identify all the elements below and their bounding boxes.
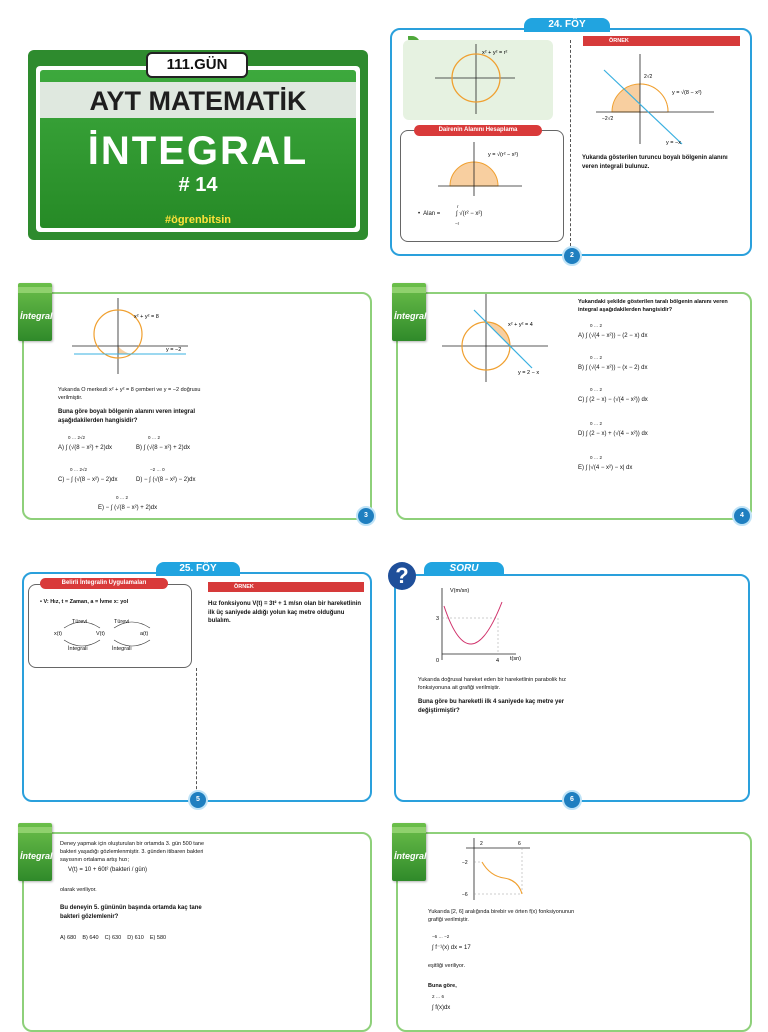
example-tick-m2r2: −2√2 [602,116,614,122]
q3-graph [70,296,190,376]
q3-option-e-limits: 0 … 2 [116,495,129,500]
q4-option-e: E) ∫ |√(4 − x²) − x| dx [578,465,633,471]
q3-option-a: A) ∫ (√(8 − x²) + 2)dx [58,445,112,451]
inv-tick-m2: −2 [462,860,468,866]
cover-board [28,50,368,240]
v-label: V(t) [96,631,105,637]
bacteria-options: A) 680 B) 640 C) 630 D) 610 E) 580 [60,935,167,941]
q3-circle-eq: x² + y² = 8 [134,314,159,320]
section-area-header: Dairenin Alanını Hesaplama [414,125,542,136]
origin-label: 0 [436,658,440,664]
inv-tick-m6: −6 [462,892,468,898]
q4-option-b: B) ∫ (√(4 − x²)) − (x − 2) dx [578,365,648,371]
inverse-integral-limits: −6 … −2 [432,934,450,939]
book-icon-bacteria: İntegral [18,823,52,881]
q3-option-d: D) − ∫ (√(8 − x²) − 2)dx [136,477,196,483]
inverse-buna: Buna göre, [428,983,457,989]
a-label: a(t) [140,631,149,637]
area-lim-low: −r [455,221,460,226]
tab-foy25: 25. FÖY [156,562,240,576]
soru-question-icon: ? [388,562,416,590]
q4-option-a: A) ∫ (√(4 − x²)) − (2 − x) dx [578,333,648,339]
applications-def: • V: Hız, t = Zaman, a = İvme x: yol [40,599,129,605]
section-applications-header: Belirli İntegralin Uygulamaları [40,578,168,589]
dash-divider-2 [196,668,197,794]
q4-limits-c: 0 … 2 [590,387,603,392]
q3-option-d-limits: −2 … 0 [150,467,165,472]
speed-question: Hız fonksiyonu V(t) = 3t² + 1 m/sn olan bir hareketlinin ilk üç saniyede aldığı yolun kaç metre olduğunu bulalım. [208,601,362,624]
book-icon-inverse: İntegral [392,823,426,881]
area-lim-up: r [457,204,459,209]
q4-line-eq: y = 2 − x [518,370,540,376]
q4-circle-eq: x² + y² = 4 [508,322,533,328]
v-axis-label: V(m/sn) [450,588,470,594]
integrali-label-1: İntegrali [68,646,88,652]
inverse-text2: eşitliği veriliyor. [428,963,465,969]
tab-soru: SORU [424,562,504,576]
q3-question: Buna göre boyalı bölgenin alanını veren integral aşağıdakilerden hangisidir? [58,409,196,424]
turevi-label-1: Türevi [72,619,88,625]
q4-limits-a: 0 … 2 [590,323,603,328]
cover-number: # 14 [178,174,218,196]
inv-tick-2: 2 [480,841,483,847]
x-label: x(t) [54,631,62,637]
page-number-2: 2 [562,246,582,266]
q3-option-c-limits: 0 … 2√2 [70,467,87,472]
page-number-6: 6 [562,790,582,810]
area-label: Alan = [423,211,441,217]
semicircle-eq-label: y = √(r² − x²) [488,152,519,158]
inverse-integral2: ∫ f(x)dx [432,1005,451,1011]
bacteria-text2: olarak veriliyor. [60,887,97,893]
card-inverse [396,832,752,1032]
page-number-3: 3 [356,506,376,526]
q3-line-eq: y = −2 [166,347,182,353]
inverse-integral2-limits: 2 … 6 [432,994,445,999]
semicircle-graph [432,138,542,200]
cover-hashtag: #ögrenbitsin [164,214,231,226]
ornek-banner-2: ÖRNEK [208,582,364,592]
q4-question: Yukarıdaki şekilde gösterilen taralı bölgenin alanını veren integral aşağıdakilerden hangisidir? [578,299,728,313]
example-graph [592,48,722,148]
dash-divider-1 [570,40,571,246]
q4-limits-b: 0 … 2 [590,355,603,360]
area-integral: ∫ √(r² − x²) [455,211,483,217]
inverse-graph [452,836,532,902]
q3-option-b: B) ∫ (√(8 − x²) + 2)dx [136,445,190,451]
inv-tick-6: 6 [518,841,521,847]
area-formula: • Alan = ∫ √(r² − x²) [418,211,483,217]
tab-foy24: 24. FÖY [524,18,610,32]
circle-eq-label: x² + y² = r² [482,50,508,56]
page-number-5: 5 [188,790,208,810]
soru-text: Yukarıda doğrusal hareket eden bir hareketlinin parabolik hız fonksiyonuna ait grafiği verilmiştir. [418,677,566,691]
example-question: Yukarıda gösterilen turuncu boyalı bölgenin alanını veren integrali bulunuz. [582,155,728,170]
bacteria-question: Bu deneyin 5. gününün başında ortamda kaç tane bakteri gözlemlenir? [60,905,202,920]
bacteria-text: Deney yapmak için oluşturulan bir ortamda 3. gün 500 tane bakteri yaşadığı gözlemlenmiştir. 3. günden itibaren bakteri sayısının ortalama artış hızı; [60,841,205,863]
book-icon-q4: İntegral [392,283,426,341]
integrali-label-2: İntegrali [112,646,132,652]
q3-option-a-limits: 0 … 2√2 [68,435,85,440]
cover-topic: İNTEGRAL [87,129,309,173]
bacteria-formula: V(t) = 10 + 60t² (bakteri / gün) [68,867,148,873]
y-tick-3: 3 [436,616,440,622]
inverse-integral: ∫ f⁻¹(x) dx = 17 [432,945,471,951]
t-axis-label: t(sn) [510,656,521,662]
q4-option-c: C) ∫ (2 − x) − (√(4 − x²)) dx [578,397,648,403]
soru-question: Buna göre bu hareketli ilk 4 saniyede kaç metre yer değiştirmiştir? [418,699,565,714]
velocity-graph [422,584,532,668]
q4-limits-d: 0 … 2 [590,421,603,426]
q4-graph [440,292,560,384]
example-curve-label: y = √(8 − x²) [672,90,702,96]
page-number-4: 4 [732,506,752,526]
example-tick-2r2: 2√2 [644,74,653,80]
cover-day-badge: 111.GÜN [146,52,248,78]
q3-option-c: C) − ∫ (√(8 − x²) − 2)dx [58,477,118,483]
inverse-text: Yukarıda [2, 6] aralığında birebir ve örten f(x) fonksiyonunun grafiği verilmiştir. [428,909,575,923]
x-tick-4: 4 [496,658,500,664]
q3-option-e: E) − ∫ (√(8 − x²) + 2)dx [98,505,158,511]
q4-option-d: D) ∫ (2 − x) + (√(4 − x²)) dx [578,431,648,437]
q3-option-b-limits: 0 … 2 [148,435,161,440]
ornek-banner-1: ÖRNEK [583,36,740,46]
q4-limits-e: 0 … 2 [590,455,603,460]
circle-graph [430,42,520,116]
q3-text: Yukarıda O merkezli x² + y² = 8 çemberi ve y = −2 doğrusu verilmiştir. [58,387,201,401]
book-icon-q3: İntegral [18,283,52,341]
turevi-label-2: Türevi [114,619,130,625]
example-line-label: y = −x [666,140,681,146]
cover-subject: AYT MATEMATİK [89,86,307,116]
